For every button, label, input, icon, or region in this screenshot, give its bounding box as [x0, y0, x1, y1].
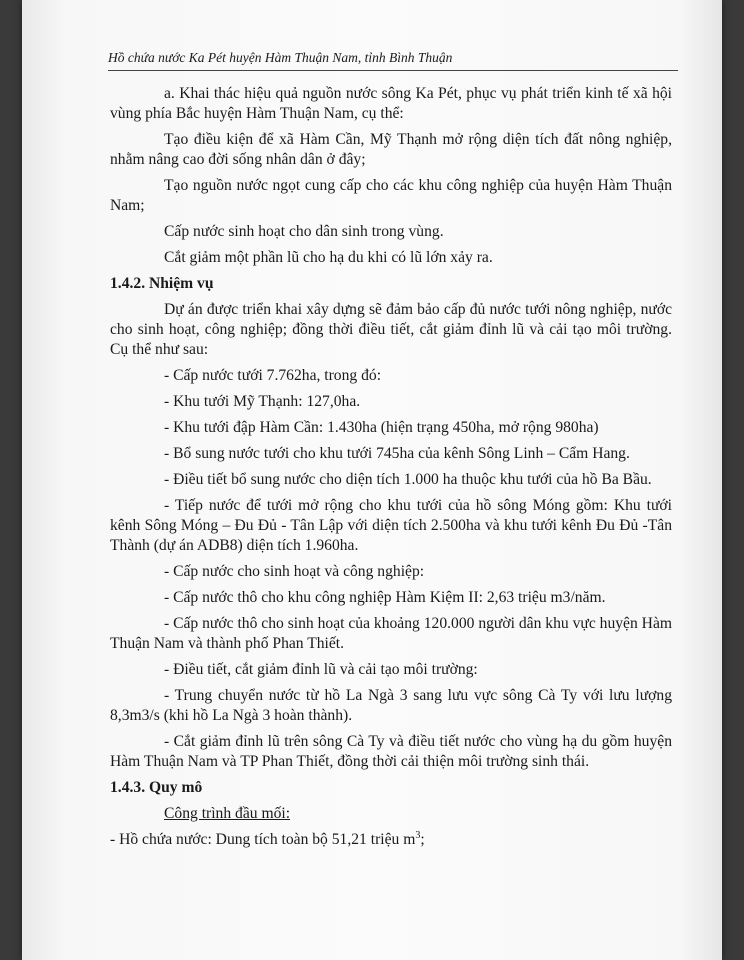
list-item: - Khu tưới Mỹ Thạnh: 127,0ha. — [164, 393, 361, 410]
page-header: Hồ chứa nước Ka Pét huyện Hàm Thuận Nam, tỉnh Bình Thuận — [108, 50, 678, 71]
reservoir-item-text: - Hồ chứa nước: Dung tích toàn bộ 51,21 triệu m — [110, 831, 416, 848]
list-item: - Điều tiết, cắt giảm đỉnh lũ và cải tạo môi trường: — [164, 661, 478, 678]
list-item — [110, 830, 672, 850]
subheading-text: Công trình đầu mối: — [164, 805, 291, 822]
paragraph: Cắt giảm một phần lũ cho hạ du khi có lũ lớn xảy ra. — [164, 249, 493, 266]
list-item: - Cắt giảm đỉnh lũ trên sông Cà Ty và điều tiết nước cho vùng hạ du gồm huyện Hàm Thuận Nam và TP Phan Thiết, đồng thời cải thiện môi trường sinh thái. — [110, 733, 672, 770]
document-body — [110, 84, 672, 856]
subheading — [110, 804, 672, 824]
section-heading-142: 1.4.2. Nhiệm vụ — [110, 275, 214, 292]
superscript: 3 — [415, 829, 421, 841]
list-item: - Cấp nước thô cho khu công nghiệp Hàm Kiệm II: 2,63 triệu m3/năm. — [164, 589, 606, 606]
paragraph: Tạo nguồn nước ngọt cung cấp cho các khu công nghiệp của huyện Hàm Thuận Nam; — [110, 177, 672, 214]
section-heading-143: 1.4.3. Quy mô — [110, 779, 203, 796]
list-item: - Cấp nước cho sinh hoạt và công nghiệp: — [164, 563, 425, 580]
paragraph: Cấp nước sinh hoạt cho dân sinh trong vùng. — [164, 223, 444, 240]
list-item: - Cấp nước tưới 7.762ha, trong đó: — [164, 367, 382, 384]
section-a-intro: a. Khai thác hiệu quả nguồn nước sông Ka Pét, phục vụ phát triển kinh tế xã hội vùng phía Bắc huyện Hàm Thuận Nam, cụ thể: — [110, 85, 672, 122]
list-item: - Điều tiết bổ sung nước cho diện tích 1.000 ha thuộc khu tưới của hồ Ba Bầu. — [164, 471, 652, 488]
reservoir-item-end: ; — [420, 831, 425, 848]
paragraph: Tạo điều kiện để xã Hàm Cần, Mỹ Thạnh mở rộng diện tích đất nông nghiệp, nhằm nâng cao đời sống nhân dân ở đây; — [110, 131, 672, 168]
list-item: - Cấp nước thô cho sinh hoạt của khoảng 120.000 người dân khu vực huyện Hàm Thuận Nam và thành phố Phan Thiết. — [110, 615, 672, 652]
list-item: - Khu tưới đập Hàm Cần: 1.430ha (hiện trạng 450ha, mở rộng 980ha) — [164, 419, 599, 436]
list-item: - Bổ sung nước tưới cho khu tưới 745ha của kênh Sông Linh – Cẩm Hang. — [164, 445, 630, 462]
section-142-intro: Dự án được triển khai xây dựng sẽ đảm bảo cấp đủ nước tưới nông nghiệp, nước cho sinh hoạt, công nghiệp; đồng thời điều tiết, cắt giảm đỉnh lũ và cải tạo môi trường. Cụ thể như sau: — [110, 301, 672, 358]
list-item: - Trung chuyển nước từ hồ La Ngà 3 sang lưu vực sông Cà Ty với lưu lượng 8,3m3/s (khi hồ La Ngà 3 hoàn thành). — [110, 687, 672, 724]
list-item: - Tiếp nước để tưới mở rộng cho khu tưới của hồ sông Móng gồm: Khu tưới kênh Sông Móng – Đu Đủ - Tân Lập với diện tích 2.500ha và khu tưới kênh Đu Đủ -Tân Thành (dự án ADB8) diện tích 1.960ha. — [110, 497, 672, 554]
document-page — [22, 0, 722, 960]
